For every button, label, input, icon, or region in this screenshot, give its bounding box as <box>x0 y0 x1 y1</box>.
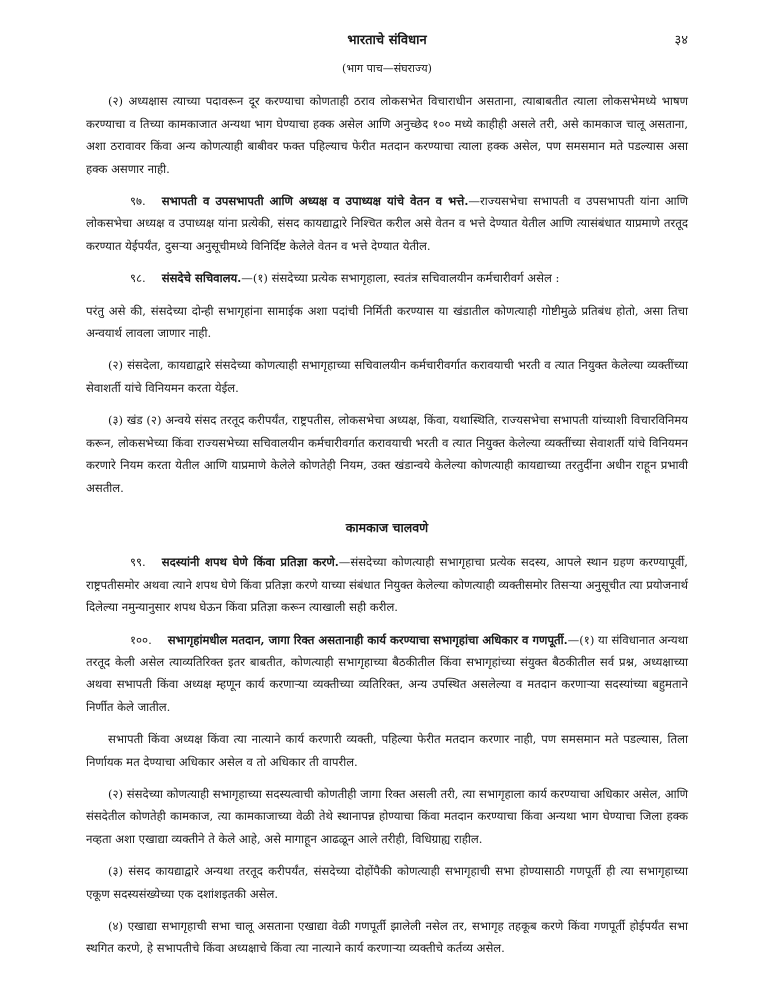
article97 <box>86 190 688 257</box>
article-text: —संसदेच्या कोणत्याही सभागृहाचा प्रत्येक सदस्य, आपले स्थान ग्रहण करण्यापूर्वी, राष्ट्रपतीसमोर अथवा त्याने शपथ घेणे किंवा प्रतिज्ञा करणे याच्या संबंधात नियुक्त केलेल्या कोणत्याही व्यक्तीसमोर तिसऱ्या अनुसूचीत त्या प्रयोजनार्थ दिलेल्या नमुन्यानुसार शपथ घेऊन किंवा प्रतिज्ञा करून त्याखाली सही करील. <box>86 555 688 615</box>
article-number: ९८. <box>130 271 146 286</box>
article-number: १००. <box>130 632 152 647</box>
article-title: सभागृहांमधील मतदान, जागा रिक्त असतानाही कार्य करण्याचा सभागृहांचा अधिकार व गणपूर्ती. <box>167 632 568 647</box>
article100-clause4: (४) एखाद्या सभागृहाची सभा चालू असताना एखाद्या वेळी गणपूर्ती झालेली नसेल तर, सभागृह तहकूब करणे किंवा गणपूर्ती होईपर्यंत सभा स्थगित करणे, हे सभापतीचे किंवा अध्यक्षाचे किंवा त्या नात्याने कार्य करणाऱ्या व्यक्तीचे कर्तव्य असेल. <box>86 919 688 956</box>
article100-para2: सभापती किंवा अध्यक्ष किंवा त्या नात्याने कार्य करणारी व्यक्ती, पहिल्या फेरीत मतदान करणार नाही, पण समसमान मते पडल्यास, तिला निर्णायक मत देण्याचा अधिकार असेल व तो अधिकार ती वापरील. <box>86 732 688 769</box>
page-header <box>86 30 688 54</box>
article100 <box>86 629 688 719</box>
article-text: —(१) संसदेच्या प्रत्येक सभागृहाला, स्वतंत्र सचिवालयीन कर्मचारीवर्ग असेल : <box>241 271 560 286</box>
article99 <box>86 551 688 618</box>
article-number: ९९. <box>130 555 146 570</box>
article100-clause2: (२) संसदेच्या कोणत्याही सभागृहाच्या सदस्यत्वाची कोणतीही जागा रिक्त असली तरी, त्या सभागृहाला कार्य करण्याचा अधिकार असेल, आणि संसदेतील कोणतेही कामकाज, त्या कामकाजाच्या वेळी तेथे स्थानापन्न होण्याचा किंवा मतदान करण्याचा किंवा अन्यथा भाग घेण्याचा जिला हक्क नव्हता अशा एखाद्या व्यक्तीने ते केले आहे, असे मागाहून आढळून आले तरीही, विधिग्राह्य राहील. <box>86 786 688 846</box>
part-label: (भाग पाच—संघराज्य) <box>342 62 432 75</box>
article98-proviso: परंतु असे की, संसदेच्या दोन्ही सभागृहांना सामाईक अशा पदांची निर्मिती करण्यास या खंडातील कोणत्याही गोष्टीमुळे प्रतिबंध होतो, असा तिचा अन्वयार्थ लावला जाणार नाही. <box>86 303 688 341</box>
article98-clause2: (२) संसदेला, कायद्याद्वारे संसदेच्या कोणत्याही सभागृहाच्या सचिवालयीन कर्मचारीवर्गात करावयाची भरती व त्यात नियुक्त केलेल्या व्यक्तींच्या सेवाशर्ती यांचे विनियमन करता येईल. <box>86 358 688 395</box>
article-title: सदस्यांनी शपथ घेणे किंवा प्रतिज्ञा करणे. <box>161 555 339 570</box>
article96-clause2: (२) अध्यक्षास त्याच्या पदावरून दूर करण्याचा कोणताही ठराव लोकसभेत विचाराधीन असताना, त्याबाबतीत त्याला लोकसभेमध्ये भाषण करण्याचा व तिच्या कामकाजात अन्यथा भाग घेण्याचा हक्क असेल आणि अनुच्छेद १०० मध्ये काहीही असले तरी, असे कामकाज चालू असताना, अशा ठरावावर किंवा अन्य कोणत्याही बाबीवर फक्त पहिल्याच फेरीत मतदान करण्याचा त्याला हक्क असेल, पण समसमान मते पडल्यास असा हक्क असणार नाही. <box>86 94 688 176</box>
article-title: सभापती व उपसभापती आणि अध्यक्ष व उपाध्यक्ष यांचे वेतन व भत्ते. <box>161 194 469 209</box>
article98-clause3: (३) खंड (२) अन्वये संसद तरतूद करीपर्यंत, राष्ट्रपतीस, लोकसभेचा अध्यक्ष, किंवा, यथास्थिति, राज्यसभेचा सभापती यांच्याशी विचारविनिमय करून, लोकसभेच्या किंवा राज्यसभेच्या सचिवालयीन कर्मचारीवर्गात करावयाची भरती व त्यात नियुक्त केलेल्या व्यक्तींच्या सेवाशर्ती यांचे विनियमन करणारे नियम करता येतील आणि याप्रमाणे केलेले कोणतेही नियम, उक्त खंडान्वये केलेल्या कोणत्याही कायद्याच्या तरतुदींना अधीन राहून प्रभावी असतील. <box>86 413 688 495</box>
article-number: ९७. <box>130 194 146 209</box>
article-text: —(१) या संविधानात अन्यथा तरतूद केली असेल त्याव्यतिरिक्त इतर बाबतीत, कोणत्याही सभागृहाच्या बैठकीतील किंवा सभागृहांच्या संयुक्त बैठकीतील सर्व प्रश्न, अध्यक्षाच्या अथवा सभापती किंवा अध्यक्ष म्हणून कार्य करणाऱ्या व्यक्तीच्या व्यतिरिक्त, अन्य उपस्थित असलेल्या व मतदान करणाऱ्या सदस्यांच्या बहुमताने निर्णीत केले जातील. <box>86 632 689 714</box>
chapter-heading: कामकाज चालवणे <box>345 519 429 535</box>
article98 <box>86 267 688 289</box>
article-title: संसदेचे सचिवालय. <box>161 271 242 286</box>
article100-clause3: (३) संसद कायद्याद्वारे अन्यथा तरतूद करीपर्यंत, संसदेच्या दोहोंपैकी कोणत्याही सभागृहाची सभा होण्यासाठी गणपूर्ती ही त्या सभागृहाच्या एकूण सदस्यसंख्येच्या एक दशांशइतकी असेल. <box>86 864 688 901</box>
article-text: —राज्यसभेचा सभापती व उपसभापती यांना आणि लोकसभेचा अध्यक्ष व उपाध्यक्ष यांना प्रत्येकी, संसद कायद्याद्वारे निश्चित करील असे वेतन व भत्ते देण्यात येतील आणि त्यासंबंधात याप्रमाणे तरतूद करण्यात येईपर्यंत, दुसऱ्या अनुसूचीमध्ये विनिर्दिष्ट केलेले वेतन व भत्ते देण्यात येतील. <box>86 194 688 253</box>
page-number: ३४ <box>674 33 688 48</box>
document-title: भारताचे संविधान <box>347 33 427 48</box>
